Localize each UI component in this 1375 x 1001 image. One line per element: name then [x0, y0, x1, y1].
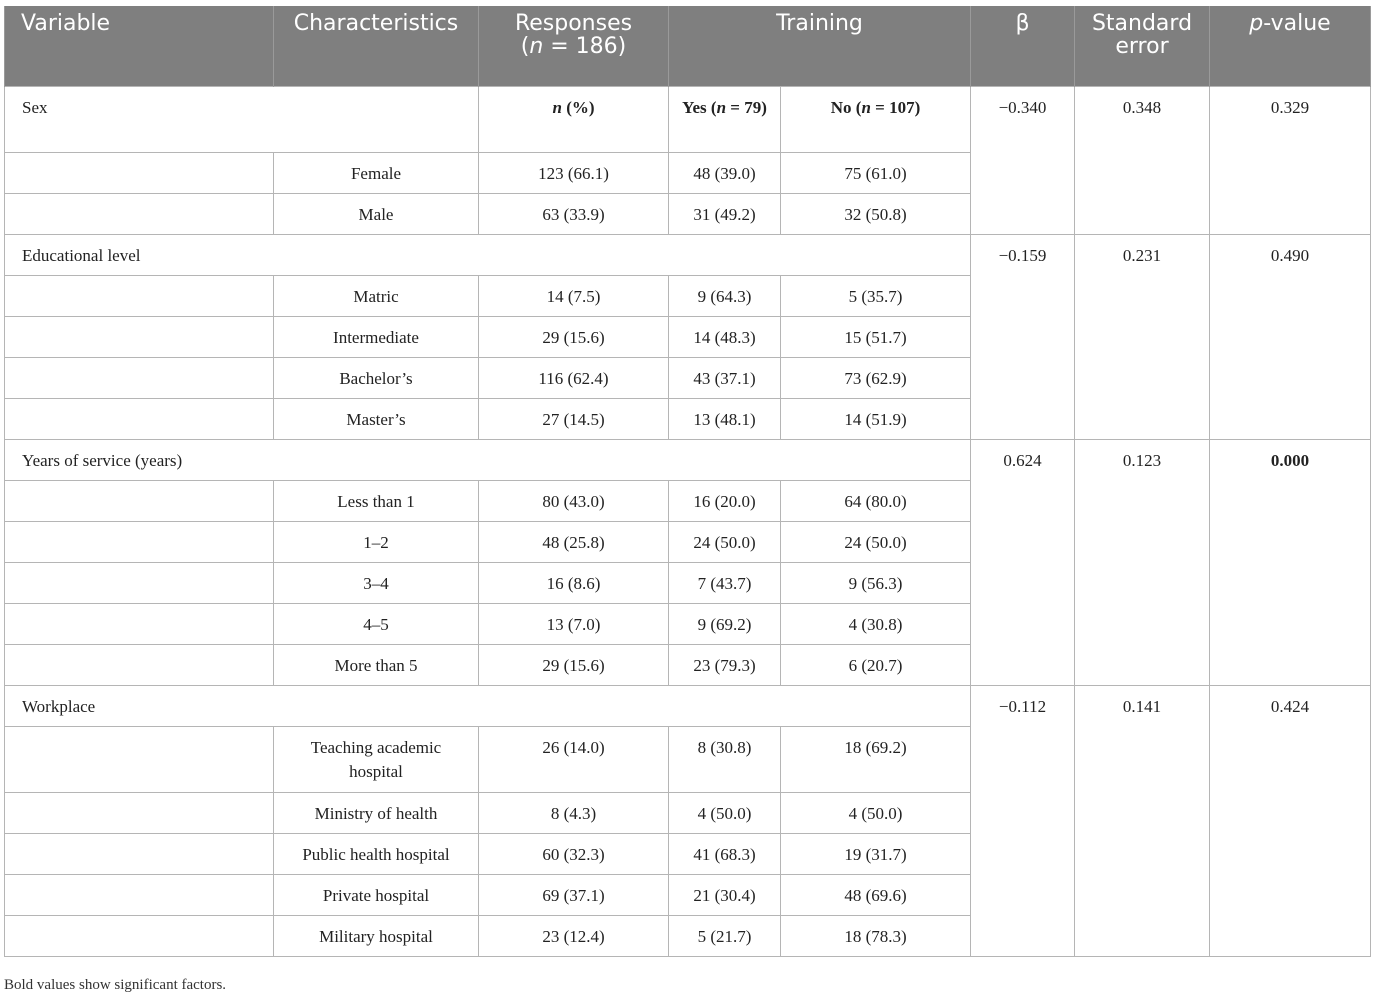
no-cell: 9 (56.3)	[781, 563, 971, 604]
no-cell: 15 (51.7)	[781, 317, 971, 358]
characteristic-cell: Military hospital	[274, 916, 479, 957]
results-table	[4, 6, 1371, 957]
empty-cell	[5, 276, 274, 317]
header-training: Training	[669, 6, 971, 87]
responses-cell: 27 (14.5)	[479, 399, 669, 440]
empty-cell	[5, 522, 274, 563]
characteristic-cell: Public health hospital	[274, 834, 479, 875]
header-responses-n: n	[529, 34, 544, 59]
empty-cell	[5, 645, 274, 686]
yes-cell: 43 (37.1)	[669, 358, 781, 399]
empty-cell	[5, 793, 274, 834]
header-p-value	[1210, 6, 1371, 87]
responses-cell: 23 (12.4)	[479, 916, 669, 957]
characteristic-cell: Matric	[274, 276, 479, 317]
header-row	[5, 6, 1371, 87]
characteristic-cell: Master’s	[274, 399, 479, 440]
empty-cell	[5, 358, 274, 399]
header-variable: Variable	[5, 6, 274, 87]
p-cell: 0.490	[1210, 235, 1371, 440]
yes-cell: 14 (48.3)	[669, 317, 781, 358]
characteristic-cell: 1–2	[274, 522, 479, 563]
yes-cell: 7 (43.7)	[669, 563, 781, 604]
responses-cell: 48 (25.8)	[479, 522, 669, 563]
empty-cell	[5, 875, 274, 916]
no-cell: 18 (78.3)	[781, 916, 971, 957]
table-row	[5, 440, 1371, 481]
no-cell: 24 (50.0)	[781, 522, 971, 563]
header-standard-error: Standard error	[1075, 6, 1210, 87]
header-responses-label: Responses	[514, 11, 633, 36]
subheader-no-count: = 107)	[870, 98, 921, 117]
empty-cell	[5, 727, 274, 793]
subheader-yes-n: n	[716, 98, 727, 117]
yes-cell: 16 (20.0)	[669, 481, 781, 522]
no-cell: 64 (80.0)	[781, 481, 971, 522]
responses-cell: 16 (8.6)	[479, 563, 669, 604]
se-cell: 0.123	[1075, 440, 1210, 686]
header-responses: Responses (n = 186)	[479, 6, 669, 87]
yes-cell: 13 (48.1)	[669, 399, 781, 440]
yes-cell: 9 (69.2)	[669, 604, 781, 645]
subheader-n: n	[552, 98, 562, 117]
no-cell: 73 (62.9)	[781, 358, 971, 399]
header-p-rest: -value	[1263, 11, 1331, 36]
no-cell: 48 (69.6)	[781, 875, 971, 916]
responses-cell: 29 (15.6)	[479, 645, 669, 686]
characteristic-cell: 3–4	[274, 563, 479, 604]
characteristic-cell: Teaching academic hospital	[274, 727, 479, 793]
table-footnote: Bold values show significant factors.	[4, 977, 227, 993]
variable-label: Educational level	[5, 235, 971, 276]
responses-cell: 14 (7.5)	[479, 276, 669, 317]
yes-cell: 31 (49.2)	[669, 194, 781, 235]
header-p-italic: p	[1249, 11, 1264, 36]
se-cell: 0.141	[1075, 686, 1210, 957]
p-cell: 0.329	[1210, 87, 1371, 235]
characteristic-cell: Intermediate	[274, 317, 479, 358]
characteristic-cell: Less than 1	[274, 481, 479, 522]
no-cell: 6 (20.7)	[781, 645, 971, 686]
responses-cell: 26 (14.0)	[479, 727, 669, 793]
variable-label: Sex	[5, 87, 479, 153]
empty-cell	[5, 317, 274, 358]
se-cell: 0.348	[1075, 87, 1210, 235]
variable-label: Workplace	[5, 686, 971, 727]
yes-cell: 4 (50.0)	[669, 793, 781, 834]
empty-cell	[5, 834, 274, 875]
table-row	[5, 235, 1371, 276]
subheader-no-n: n	[861, 98, 871, 117]
subheader-yes-label: Yes (	[682, 98, 717, 117]
no-cell: 32 (50.8)	[781, 194, 971, 235]
responses-cell: 8 (4.3)	[479, 793, 669, 834]
characteristic-cell: Bachelor’s	[274, 358, 479, 399]
subheader-pct: (%)	[561, 98, 595, 117]
subheader-yes-count: = 79)	[726, 98, 767, 117]
subheader-no	[781, 87, 971, 153]
header-beta: β	[971, 6, 1075, 87]
responses-cell: 60 (32.3)	[479, 834, 669, 875]
header-responses-count: = 186)	[543, 34, 627, 59]
responses-cell: 13 (7.0)	[479, 604, 669, 645]
responses-cell: 116 (62.4)	[479, 358, 669, 399]
yes-cell: 5 (21.7)	[669, 916, 781, 957]
empty-cell	[5, 563, 274, 604]
p-cell: 0.424	[1210, 686, 1371, 957]
characteristic-cell: More than 5	[274, 645, 479, 686]
no-cell: 14 (51.9)	[781, 399, 971, 440]
yes-cell: 48 (39.0)	[669, 153, 781, 194]
yes-cell: 41 (68.3)	[669, 834, 781, 875]
no-cell: 19 (31.7)	[781, 834, 971, 875]
empty-cell	[5, 916, 274, 957]
responses-cell: 69 (37.1)	[479, 875, 669, 916]
subheader-no-label: No (	[830, 98, 862, 117]
yes-cell: 9 (64.3)	[669, 276, 781, 317]
characteristic-cell: Ministry of health	[274, 793, 479, 834]
responses-cell: 29 (15.6)	[479, 317, 669, 358]
responses-cell: 63 (33.9)	[479, 194, 669, 235]
no-cell: 18 (69.2)	[781, 727, 971, 793]
responses-cell: 123 (66.1)	[479, 153, 669, 194]
empty-cell	[5, 481, 274, 522]
characteristic-cell: Male	[274, 194, 479, 235]
characteristic-cell: 4–5	[274, 604, 479, 645]
table-row	[5, 686, 1371, 727]
responses-cell: 80 (43.0)	[479, 481, 669, 522]
header-characteristics: Characteristics	[274, 6, 479, 87]
yes-cell: 21 (30.4)	[669, 875, 781, 916]
yes-cell: 8 (30.8)	[669, 727, 781, 793]
beta-cell: 0.624	[971, 440, 1075, 686]
beta-cell: −0.159	[971, 235, 1075, 440]
no-cell: 5 (35.7)	[781, 276, 971, 317]
variable-label: Years of service (years)	[5, 440, 971, 481]
subheader-yes	[669, 87, 781, 153]
table-row	[5, 87, 1371, 153]
characteristic-cell: Female	[274, 153, 479, 194]
empty-cell	[5, 399, 274, 440]
yes-cell: 23 (79.3)	[669, 645, 781, 686]
yes-cell: 24 (50.0)	[669, 522, 781, 563]
characteristic-cell: Private hospital	[274, 875, 479, 916]
beta-cell: −0.112	[971, 686, 1075, 957]
empty-cell	[5, 194, 274, 235]
beta-cell: −0.340	[971, 87, 1075, 235]
no-cell: 4 (50.0)	[781, 793, 971, 834]
p-cell-significant: 0.000	[1210, 440, 1371, 686]
no-cell: 4 (30.8)	[781, 604, 971, 645]
se-cell: 0.231	[1075, 235, 1210, 440]
no-cell: 75 (61.0)	[781, 153, 971, 194]
empty-cell	[5, 153, 274, 194]
subheader-responses	[479, 87, 669, 153]
empty-cell	[5, 604, 274, 645]
